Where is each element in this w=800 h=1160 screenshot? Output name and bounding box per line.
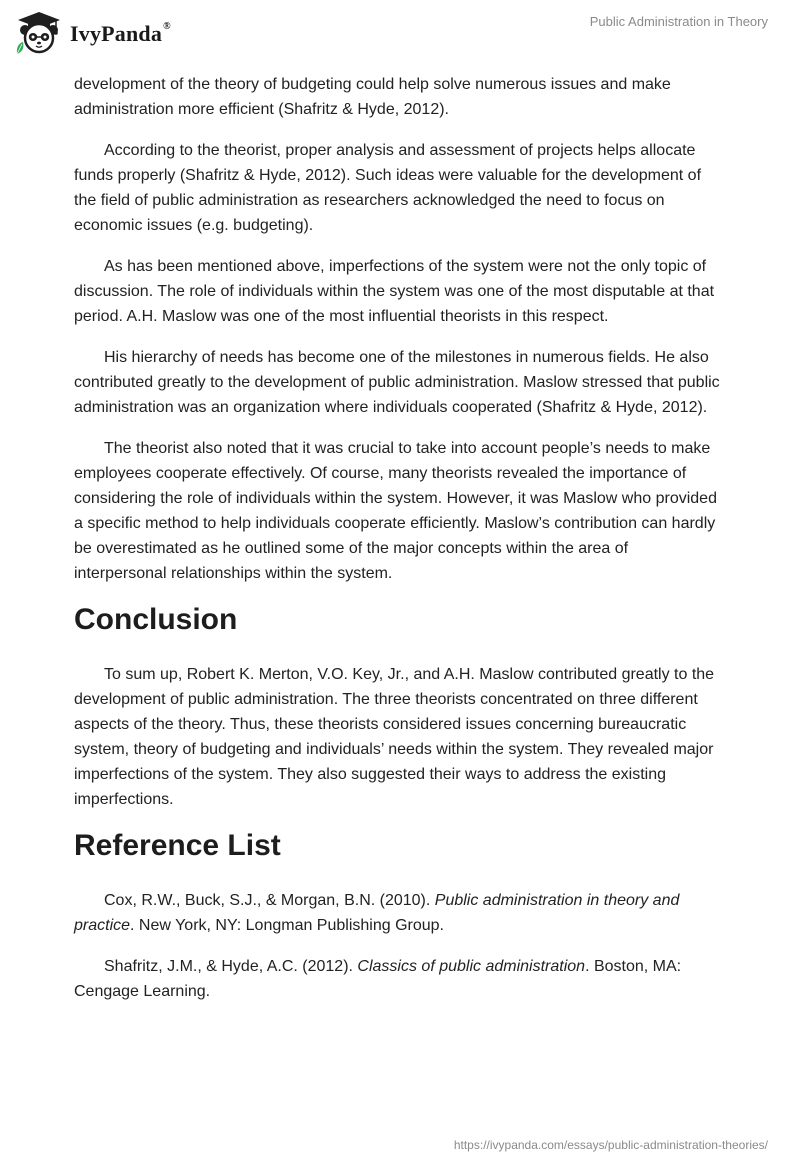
reference-entry (74, 888, 724, 938)
body-paragraph: development of the theory of budgeting could help solve numerous issues and make administration more efficient (Shafritz & Hyde, 2012). (74, 76, 671, 118)
ivypanda-logo[interactable] (14, 8, 171, 58)
panda-logo-icon (14, 10, 64, 56)
page-header (0, 0, 800, 64)
conclusion-heading: Conclusion (74, 603, 238, 636)
reference-title: Classics of public administration (357, 958, 586, 975)
reference-list-heading: Reference List (74, 829, 281, 862)
reference-publisher: . New York, NY: Longman Publishing Group. (130, 917, 444, 934)
body-paragraph: The theorist also noted that it was crucial to take into account people’s needs to make employees cooperate effectively. Of course, many theorists revealed the importance of considering the role of individuals within the system. However, it was Maslow who provided a specific method to help individuals cooperate efficiently. Maslow’s contribution can hardly be overestimated as he outlined some of the major concepts within the area of interpersonal relationships within the system. (74, 440, 717, 582)
reference-publisher: . Boston, MA: Cengage Learning. (74, 958, 682, 1000)
conclusion-paragraph: To sum up, Robert K. Merton, V.O. Key, Jr., and A.H. Maslow contributed greatly to the development of public administration. The three theorists concentrated on three different aspects of the theory. Thus, these theorists considered issues concerning bureaucratic system, theory of budgeting and individuals’ needs within the system. They revealed major imperfections of the system. They also suggested their ways to address the existing imperfections. (74, 666, 715, 808)
body-paragraph: According to the theorist, proper analysis and assessment of projects helps allocate funds properly (Shafritz & Hyde, 2012). Such ideas were valuable for the development of the field of public administration as researchers acknowledged the need to focus on economic issues (e.g. budgeting). (74, 142, 702, 234)
reference-entry (74, 954, 724, 1004)
reference-title: Public administration in theory and practice (74, 892, 680, 934)
body-paragraph: As has been mentioned above, imperfections of the system were not the only topic of discussion. The role of individuals within the system was one of the most disputable at that period. A.H. Maslow was one of the most influential theorists in this respect. (74, 258, 715, 325)
running-title: Public Administration in Theory (589, 14, 768, 29)
article-body (74, 72, 724, 1020)
body-paragraph: His hierarchy of needs has become one of the milestones in numerous fields. He also contributed greatly to the development of public administration. Maslow stressed that public administration was an organization where individuals cooperated (Shafritz & Hyde, 2012). (74, 349, 720, 416)
brand-name: IvyPanda® (70, 20, 171, 46)
reference-authors: Shafritz, J.M., & Hyde, A.C. (2012). (104, 958, 358, 975)
registered-mark: ® (163, 20, 171, 32)
reference-authors: Cox, R.W., Buck, S.J., & Morgan, B.N. (2010). (104, 892, 435, 909)
source-url-link[interactable]: https://ivypanda.com/essays/public-administration-theories/ (453, 1138, 768, 1152)
